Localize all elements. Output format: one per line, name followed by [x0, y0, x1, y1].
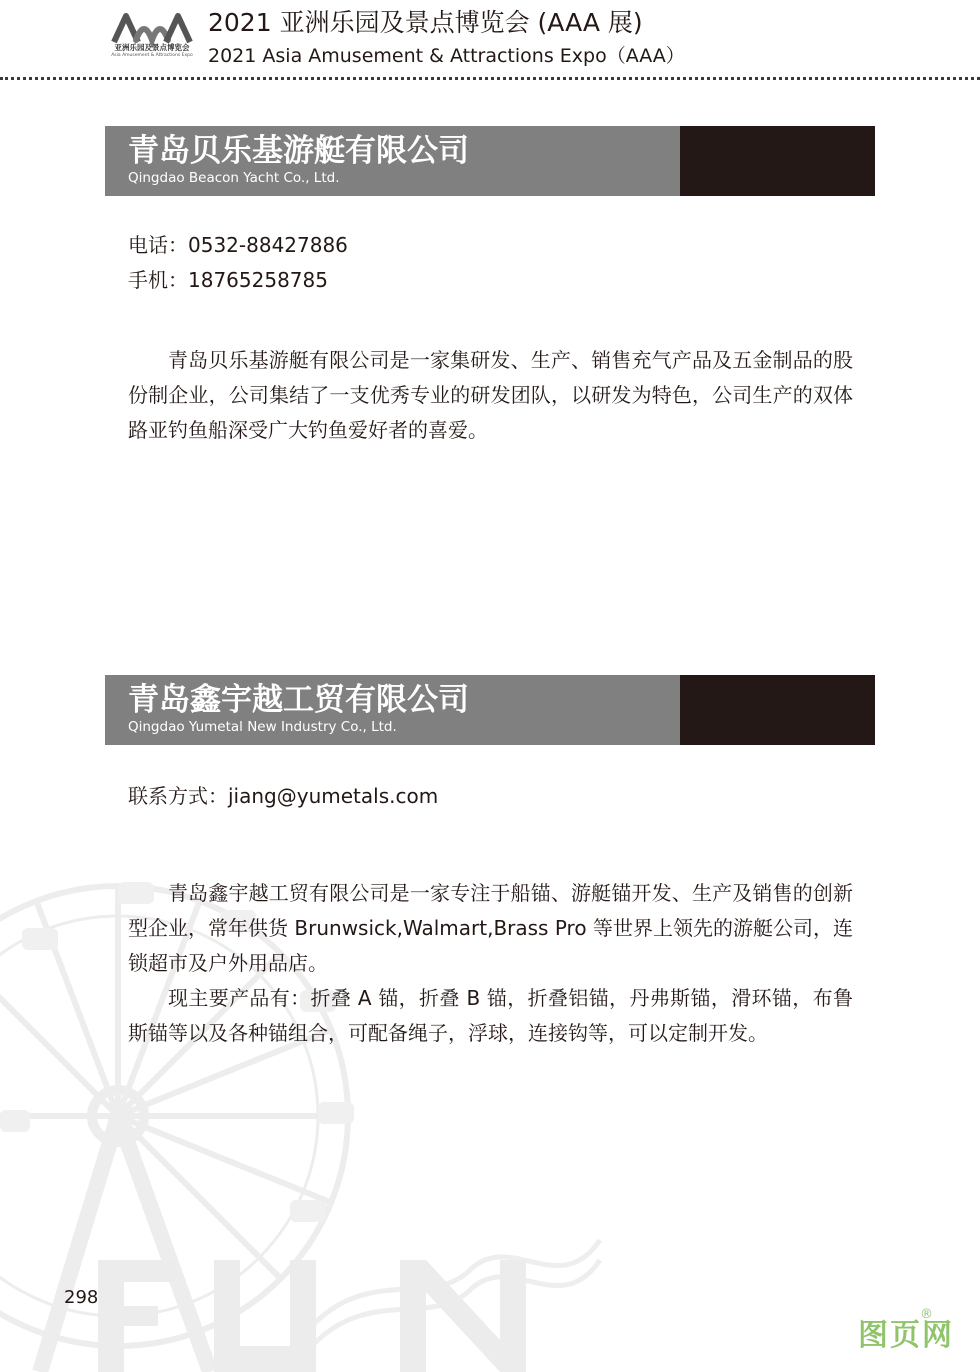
company-2-products: 现主要产品有：折叠 A 锚，折叠 B 锚，折叠铝锚，丹弗斯锚，滑环锚，布鲁斯锚等以及各种锚组合，可配备绳子，浮球，连接钩等，可以定制开发。 — [128, 986, 853, 1045]
company-banner-1 — [105, 126, 875, 196]
company-name-en: Qingdao Yumetal New Industry Co., Ltd. — [128, 719, 397, 735]
registered-mark: ® — [920, 1307, 933, 1322]
page-header — [0, 0, 980, 80]
banner-dark-block — [680, 126, 875, 196]
page-number: 298 — [64, 1287, 99, 1308]
company-banner-2 — [105, 675, 875, 745]
company-2-description: 青岛鑫宇越工贸有限公司是一家专注于船锚、游艇锚开发、生产及销售的创新型企业，常年供货 Brunwsick,Walmart,Brass Pro 等世界上领先的游艇公司，连锁超市及户外用品店。 — [128, 881, 853, 975]
company-name-cn: 青岛鑫宇越工贸有限公司 — [128, 682, 469, 718]
company-name-en: Qingdao Beacon Yacht Co., Ltd. — [128, 170, 340, 186]
header-title-en: 2021 Asia Amusement & Attractions Expo（AAA） — [208, 45, 685, 67]
company-1-mobile: 手机：18765258785 — [128, 268, 328, 292]
site-watermark: 图页网 — [858, 1318, 954, 1353]
company-name-cn: 青岛贝乐基游艇有限公司 — [128, 133, 469, 169]
logo-cn-text: 亚洲乐园及景点博览会 — [114, 43, 190, 52]
logo-en-text: Asia Amusement & Attractions Expo — [111, 53, 193, 58]
company-1-phone: 电话：0532-88427886 — [128, 233, 348, 257]
company-1-description: 青岛贝乐基游艇有限公司是一家集研发、生产、销售充气产品及五金制品的股份制企业，公司集结了一支优秀专业的研发团队，以研发为特色，公司生产的双体路亚钓鱼船深受广大钓鱼爱好者的喜爱。 — [128, 348, 853, 442]
header-title-cn: 2021 亚洲乐园及景点博览会 (AAA 展) — [208, 8, 643, 37]
header-dotted-divider — [0, 77, 980, 80]
banner-dark-block — [680, 675, 875, 745]
company-2-contact: 联系方式：jiang@yumetals.com — [128, 784, 439, 808]
